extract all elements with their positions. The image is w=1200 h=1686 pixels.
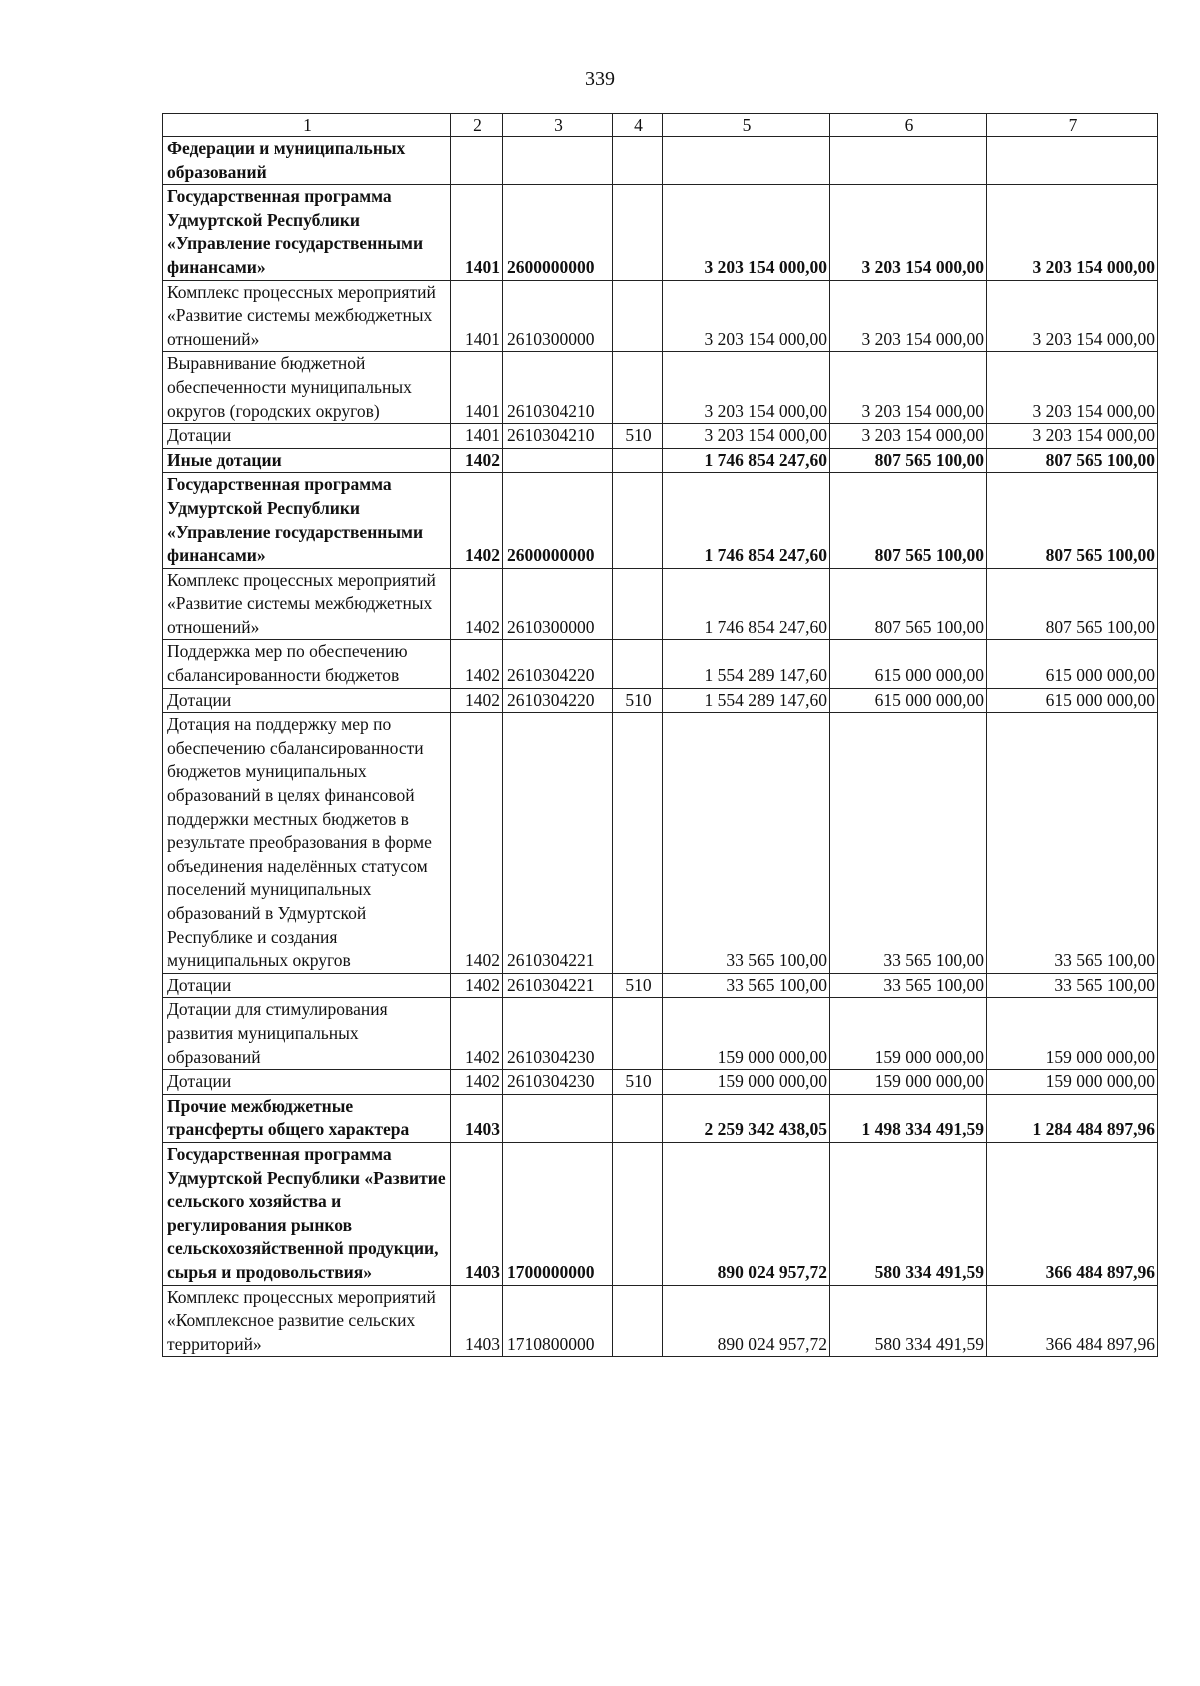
table-row xyxy=(163,1142,1158,1285)
row-amount-col6: 3 203 154 000,00 xyxy=(830,424,987,449)
row-target-article: 2610300000 xyxy=(503,280,613,352)
row-name: Комплекс процессных мероприятий «Развитие системы межбюджетных отношений» xyxy=(163,280,451,352)
page-number: 339 xyxy=(585,68,615,90)
row-target-article: 2610304220 xyxy=(503,640,613,688)
row-amount-col6: 1 498 334 491,59 xyxy=(830,1094,987,1142)
row-target-article xyxy=(503,448,613,473)
row-amount-col6: 580 334 491,59 xyxy=(830,1142,987,1285)
row-amount-col6: 3 203 154 000,00 xyxy=(830,185,987,280)
row-amount-col5: 159 000 000,00 xyxy=(663,1070,830,1095)
row-section-code: 1403 xyxy=(451,1142,503,1285)
row-section-code: 1402 xyxy=(451,473,503,568)
row-amount-col7: 615 000 000,00 xyxy=(987,688,1158,713)
row-amount-col5: 1 746 854 247,60 xyxy=(663,473,830,568)
row-amount-col5: 33 565 100,00 xyxy=(663,973,830,998)
table-row xyxy=(163,1070,1158,1095)
row-name: Иные дотации xyxy=(163,448,451,473)
row-section-code: 1402 xyxy=(451,713,503,974)
row-name: Прочие межбюджетные трансферты общего характера xyxy=(163,1094,451,1142)
row-expense-type xyxy=(613,352,663,424)
row-name: Комплекс процессных мероприятий «Комплексное развитие сельских территорий» xyxy=(163,1285,451,1357)
row-expense-type xyxy=(613,713,663,974)
row-amount-col7: 159 000 000,00 xyxy=(987,998,1158,1070)
row-name: Дотации xyxy=(163,688,451,713)
table-row xyxy=(163,640,1158,688)
row-expense-type xyxy=(613,568,663,640)
row-amount-col6: 807 565 100,00 xyxy=(830,448,987,473)
row-amount-col7: 33 565 100,00 xyxy=(987,973,1158,998)
row-expense-type: 510 xyxy=(613,1070,663,1095)
row-name: Государственная программа Удмуртской Республики «Развитие сельского хозяйства и регулирования рынков сельскохозяйственной продукции, сырья и продовольствия» xyxy=(163,1142,451,1285)
row-amount-col7: 3 203 154 000,00 xyxy=(987,352,1158,424)
row-section-code xyxy=(451,137,503,185)
row-section-code: 1401 xyxy=(451,352,503,424)
row-name: Дотации xyxy=(163,973,451,998)
row-name: Федерации и муниципальных образований xyxy=(163,137,451,185)
row-target-article: 2600000000 xyxy=(503,473,613,568)
row-amount-col5: 1 554 289 147,60 xyxy=(663,688,830,713)
row-amount-col6 xyxy=(830,137,987,185)
column-header: 3 xyxy=(503,114,613,137)
row-section-code: 1402 xyxy=(451,688,503,713)
row-name: Выравнивание бюджетной обеспеченности муниципальных округов (городских округов) xyxy=(163,352,451,424)
row-expense-type xyxy=(613,137,663,185)
table-row xyxy=(163,568,1158,640)
row-name: Государственная программа Удмуртской Республики «Управление государственными финансами» xyxy=(163,185,451,280)
row-amount-col7: 807 565 100,00 xyxy=(987,568,1158,640)
column-header: 6 xyxy=(830,114,987,137)
table-row xyxy=(163,280,1158,352)
row-target-article: 2600000000 xyxy=(503,185,613,280)
row-name: Поддержка мер по обеспечению сбалансированности бюджетов xyxy=(163,640,451,688)
row-amount-col7: 1 284 484 897,96 xyxy=(987,1094,1158,1142)
row-section-code: 1401 xyxy=(451,424,503,449)
row-expense-type xyxy=(613,640,663,688)
row-amount-col5: 2 259 342 438,05 xyxy=(663,1094,830,1142)
row-target-article: 2610304230 xyxy=(503,998,613,1070)
row-amount-col7: 3 203 154 000,00 xyxy=(987,185,1158,280)
row-target-article: 2610304210 xyxy=(503,424,613,449)
table-body xyxy=(163,137,1158,1357)
row-amount-col5: 3 203 154 000,00 xyxy=(663,424,830,449)
row-amount-col6: 33 565 100,00 xyxy=(830,973,987,998)
row-amount-col5: 33 565 100,00 xyxy=(663,713,830,974)
row-amount-col7: 159 000 000,00 xyxy=(987,1070,1158,1095)
row-expense-type: 510 xyxy=(613,424,663,449)
row-amount-col5: 3 203 154 000,00 xyxy=(663,352,830,424)
row-amount-col6: 3 203 154 000,00 xyxy=(830,352,987,424)
row-amount-col5: 3 203 154 000,00 xyxy=(663,185,830,280)
column-header: 1 xyxy=(163,114,451,137)
row-amount-col6: 159 000 000,00 xyxy=(830,998,987,1070)
row-section-code: 1403 xyxy=(451,1285,503,1357)
row-section-code: 1402 xyxy=(451,998,503,1070)
row-expense-type xyxy=(613,448,663,473)
row-amount-col7: 807 565 100,00 xyxy=(987,473,1158,568)
row-amount-col7: 3 203 154 000,00 xyxy=(987,424,1158,449)
row-amount-col5: 890 024 957,72 xyxy=(663,1285,830,1357)
row-target-article: 2610304221 xyxy=(503,713,613,974)
row-amount-col5 xyxy=(663,137,830,185)
column-header: 5 xyxy=(663,114,830,137)
row-target-article: 1700000000 xyxy=(503,1142,613,1285)
row-expense-type xyxy=(613,998,663,1070)
row-amount-col6: 615 000 000,00 xyxy=(830,688,987,713)
row-expense-type: 510 xyxy=(613,973,663,998)
row-name: Государственная программа Удмуртской Республики «Управление государственными финансами» xyxy=(163,473,451,568)
row-amount-col5: 159 000 000,00 xyxy=(663,998,830,1070)
table-row xyxy=(163,424,1158,449)
row-target-article: 2610304230 xyxy=(503,1070,613,1095)
row-name: Дотации xyxy=(163,424,451,449)
row-expense-type: 510 xyxy=(613,688,663,713)
row-target-article: 2610304210 xyxy=(503,352,613,424)
table-row xyxy=(163,713,1158,974)
row-name: Дотации xyxy=(163,1070,451,1095)
table-row xyxy=(163,1285,1158,1357)
row-section-code: 1402 xyxy=(451,448,503,473)
row-amount-col7: 366 484 897,96 xyxy=(987,1142,1158,1285)
row-name: Комплекс процессных мероприятий «Развитие системы межбюджетных отношений» xyxy=(163,568,451,640)
table-row xyxy=(163,688,1158,713)
row-amount-col7: 33 565 100,00 xyxy=(987,713,1158,974)
row-name: Дотация на поддержку мер по обеспечению сбалансированности бюджетов муниципальных образований в целях финансовой поддержки местных бюджетов в результате преобразования в форме объединения наделённых статусом поселений муниципальных образований в Удмуртской Республике и создания муниципальных округов xyxy=(163,713,451,974)
row-target-article: 2610304221 xyxy=(503,973,613,998)
table-row xyxy=(163,973,1158,998)
row-target-article: 1710800000 xyxy=(503,1285,613,1357)
table-row xyxy=(163,185,1158,280)
row-section-code: 1401 xyxy=(451,280,503,352)
row-target-article: 2610304220 xyxy=(503,688,613,713)
column-header: 4 xyxy=(613,114,663,137)
column-header: 2 xyxy=(451,114,503,137)
row-expense-type xyxy=(613,1285,663,1357)
column-header: 7 xyxy=(987,114,1158,137)
row-amount-col6: 159 000 000,00 xyxy=(830,1070,987,1095)
row-amount-col7 xyxy=(987,137,1158,185)
row-section-code: 1402 xyxy=(451,973,503,998)
row-name: Дотации для стимулирования развития муниципальных образований xyxy=(163,998,451,1070)
row-expense-type xyxy=(613,1094,663,1142)
row-section-code: 1402 xyxy=(451,568,503,640)
row-section-code: 1402 xyxy=(451,1070,503,1095)
header-row xyxy=(163,114,1158,137)
row-amount-col6: 3 203 154 000,00 xyxy=(830,280,987,352)
row-target-article: 2610300000 xyxy=(503,568,613,640)
row-amount-col5: 1 746 854 247,60 xyxy=(663,448,830,473)
row-amount-col7: 3 203 154 000,00 xyxy=(987,280,1158,352)
row-amount-col6: 33 565 100,00 xyxy=(830,713,987,974)
row-expense-type xyxy=(613,185,663,280)
row-target-article xyxy=(503,137,613,185)
row-amount-col6: 615 000 000,00 xyxy=(830,640,987,688)
row-amount-col7: 807 565 100,00 xyxy=(987,448,1158,473)
row-section-code: 1401 xyxy=(451,185,503,280)
row-expense-type xyxy=(613,473,663,568)
row-section-code: 1403 xyxy=(451,1094,503,1142)
row-amount-col5: 3 203 154 000,00 xyxy=(663,280,830,352)
row-amount-col7: 615 000 000,00 xyxy=(987,640,1158,688)
row-expense-type xyxy=(613,280,663,352)
table-row xyxy=(163,448,1158,473)
budget-table xyxy=(162,113,1158,1357)
row-expense-type xyxy=(613,1142,663,1285)
row-amount-col6: 807 565 100,00 xyxy=(830,568,987,640)
row-target-article xyxy=(503,1094,613,1142)
row-amount-col7: 366 484 897,96 xyxy=(987,1285,1158,1357)
row-amount-col6: 580 334 491,59 xyxy=(830,1285,987,1357)
table-row xyxy=(163,1094,1158,1142)
row-section-code: 1402 xyxy=(451,640,503,688)
row-amount-col5: 890 024 957,72 xyxy=(663,1142,830,1285)
row-amount-col5: 1 554 289 147,60 xyxy=(663,640,830,688)
row-amount-col5: 1 746 854 247,60 xyxy=(663,568,830,640)
row-amount-col6: 807 565 100,00 xyxy=(830,473,987,568)
table-row xyxy=(163,352,1158,424)
table-row xyxy=(163,998,1158,1070)
table-row xyxy=(163,137,1158,185)
table-row xyxy=(163,473,1158,568)
